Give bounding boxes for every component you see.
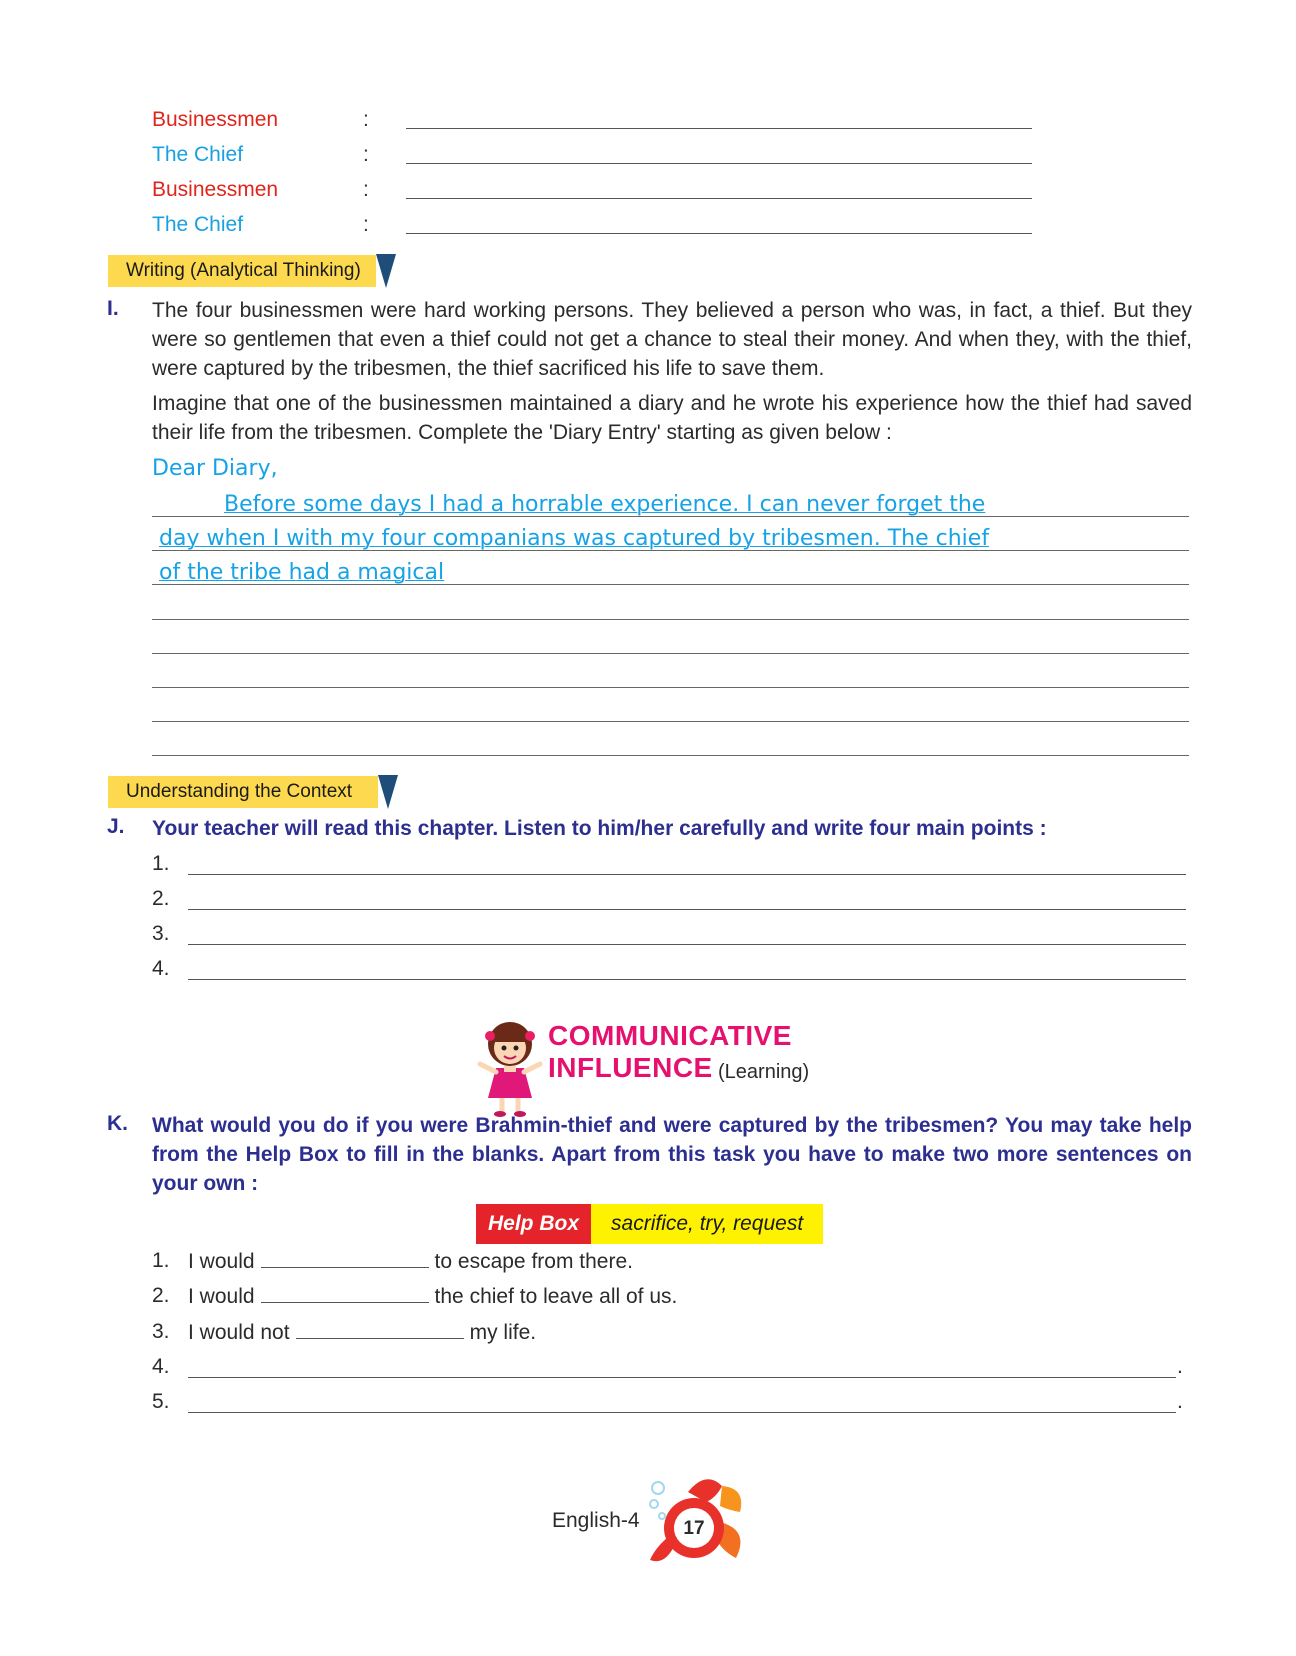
page-number: 17 bbox=[683, 1518, 705, 1539]
question-letter: I. bbox=[107, 297, 119, 320]
dialogue-row bbox=[152, 178, 1032, 208]
list-number: 3. bbox=[152, 922, 170, 945]
sentence-start: I would bbox=[188, 1250, 255, 1273]
section-tag-label: Understanding the Context bbox=[126, 781, 353, 802]
answer-line[interactable] bbox=[188, 909, 1186, 910]
list-number: 4. bbox=[152, 1355, 170, 1378]
dialogue-row bbox=[152, 143, 1032, 173]
answer-line[interactable] bbox=[188, 1377, 1176, 1378]
help-box-words: sacrifice, try, request bbox=[591, 1204, 823, 1244]
answer-line[interactable] bbox=[188, 979, 1186, 980]
sentence-period: . bbox=[1177, 1355, 1183, 1378]
dialogue-answer-line[interactable] bbox=[406, 163, 1032, 164]
fill-sentence bbox=[188, 1320, 536, 1345]
list-number: 2. bbox=[152, 1284, 170, 1307]
dialogue-colon: : bbox=[363, 143, 369, 166]
learning-subtitle: (Learning) bbox=[718, 1061, 810, 1083]
dialogue-colon: : bbox=[363, 178, 369, 201]
dialogue-speaker: The Chief bbox=[152, 213, 244, 236]
section-tag-label: Writing (Analytical Thinking) bbox=[126, 260, 361, 281]
diary-handwritten-line: of the tribe had a magical bbox=[159, 560, 445, 585]
tag-flag-icon bbox=[376, 254, 396, 288]
sentence-period: . bbox=[1177, 1390, 1183, 1413]
dialogue-colon: : bbox=[363, 213, 369, 236]
dialogue-row bbox=[152, 108, 1032, 138]
question-letter: K. bbox=[107, 1112, 128, 1135]
help-box-label: Help Box bbox=[476, 1204, 591, 1244]
question-text: Your teacher will read this chapter. Listen to him/her carefully and write four main points : bbox=[152, 817, 1047, 840]
writing-line[interactable] bbox=[152, 687, 1189, 688]
section-tag-context bbox=[108, 776, 378, 808]
writing-line[interactable] bbox=[152, 721, 1189, 722]
book-title: English-4 bbox=[552, 1509, 640, 1532]
list-number: 2. bbox=[152, 887, 170, 910]
sentence-start: I would bbox=[188, 1285, 255, 1308]
dialogue-speaker: Businessmen bbox=[152, 178, 279, 201]
communicative-title: COMMUNICATIVE bbox=[548, 1020, 792, 1051]
list-number: 4. bbox=[152, 957, 170, 980]
writing-line[interactable] bbox=[152, 619, 1189, 620]
sentence-start: I would not bbox=[188, 1321, 290, 1344]
question-text: What would you do if you were Brahmin-thief and were captured by the tribesmen? You may take help from the Help Box to fill in the blanks. Apart from this task you have to make two more sentences on your own : bbox=[152, 1114, 1192, 1195]
diary-handwritten-line: day when I with my four companians was captured by tribesmen. The chief bbox=[159, 526, 990, 551]
answer-line[interactable] bbox=[188, 874, 1186, 875]
instruction-paragraph: Imagine that one of the businessmen maintained a diary and he wrote his experience how the thief had saved their life from the tribesmen. Complete the 'Diary Entry' starting as given below : bbox=[152, 392, 1192, 444]
fill-blank[interactable] bbox=[296, 1320, 464, 1339]
fill-blank[interactable] bbox=[261, 1249, 429, 1268]
dialogue-colon: : bbox=[363, 108, 369, 131]
dialogue-speaker: The Chief bbox=[152, 143, 244, 166]
list-number: 5. bbox=[152, 1390, 170, 1413]
girl-mascot-icon bbox=[476, 1018, 544, 1118]
dialogue-row bbox=[152, 213, 1032, 243]
help-box bbox=[476, 1204, 823, 1244]
fill-sentence bbox=[188, 1249, 633, 1274]
fill-blank[interactable] bbox=[261, 1284, 429, 1303]
section-tag-writing bbox=[108, 255, 376, 287]
answer-line[interactable] bbox=[188, 944, 1186, 945]
writing-line[interactable] bbox=[152, 755, 1189, 756]
sentence-end: the chief to leave all of us. bbox=[434, 1285, 678, 1308]
tag-flag-icon bbox=[378, 775, 398, 809]
diary-salutation: Dear Diary, bbox=[152, 456, 278, 481]
sentence-end: my life. bbox=[469, 1321, 537, 1344]
question-letter: J. bbox=[107, 815, 125, 838]
dialogue-answer-line[interactable] bbox=[406, 233, 1032, 234]
dialogue-answer-line[interactable] bbox=[406, 128, 1032, 129]
list-number: 1. bbox=[152, 1249, 170, 1272]
influence-title: INFLUENCE bbox=[548, 1052, 713, 1083]
answer-line[interactable] bbox=[188, 1412, 1176, 1413]
fill-sentence bbox=[188, 1284, 677, 1309]
list-number: 3. bbox=[152, 1320, 170, 1343]
writing-line[interactable] bbox=[152, 653, 1189, 654]
passage-paragraph: The four businessmen were hard working persons. They believed a person who was, in fact, a thief. But they were so gentlemen that even a thief could not get a chance to steal their money. And when they, with the thief, were captured by the tribesmen, the thief sacrificed his life to save them. bbox=[152, 299, 1192, 380]
diary-handwritten-line: Before some days I had a horrable experience. I can never forget the bbox=[224, 492, 986, 517]
dialogue-answer-line[interactable] bbox=[406, 198, 1032, 199]
sentence-end: to escape from there. bbox=[434, 1250, 633, 1273]
list-number: 1. bbox=[152, 852, 170, 875]
dialogue-speaker: Businessmen bbox=[152, 108, 279, 131]
